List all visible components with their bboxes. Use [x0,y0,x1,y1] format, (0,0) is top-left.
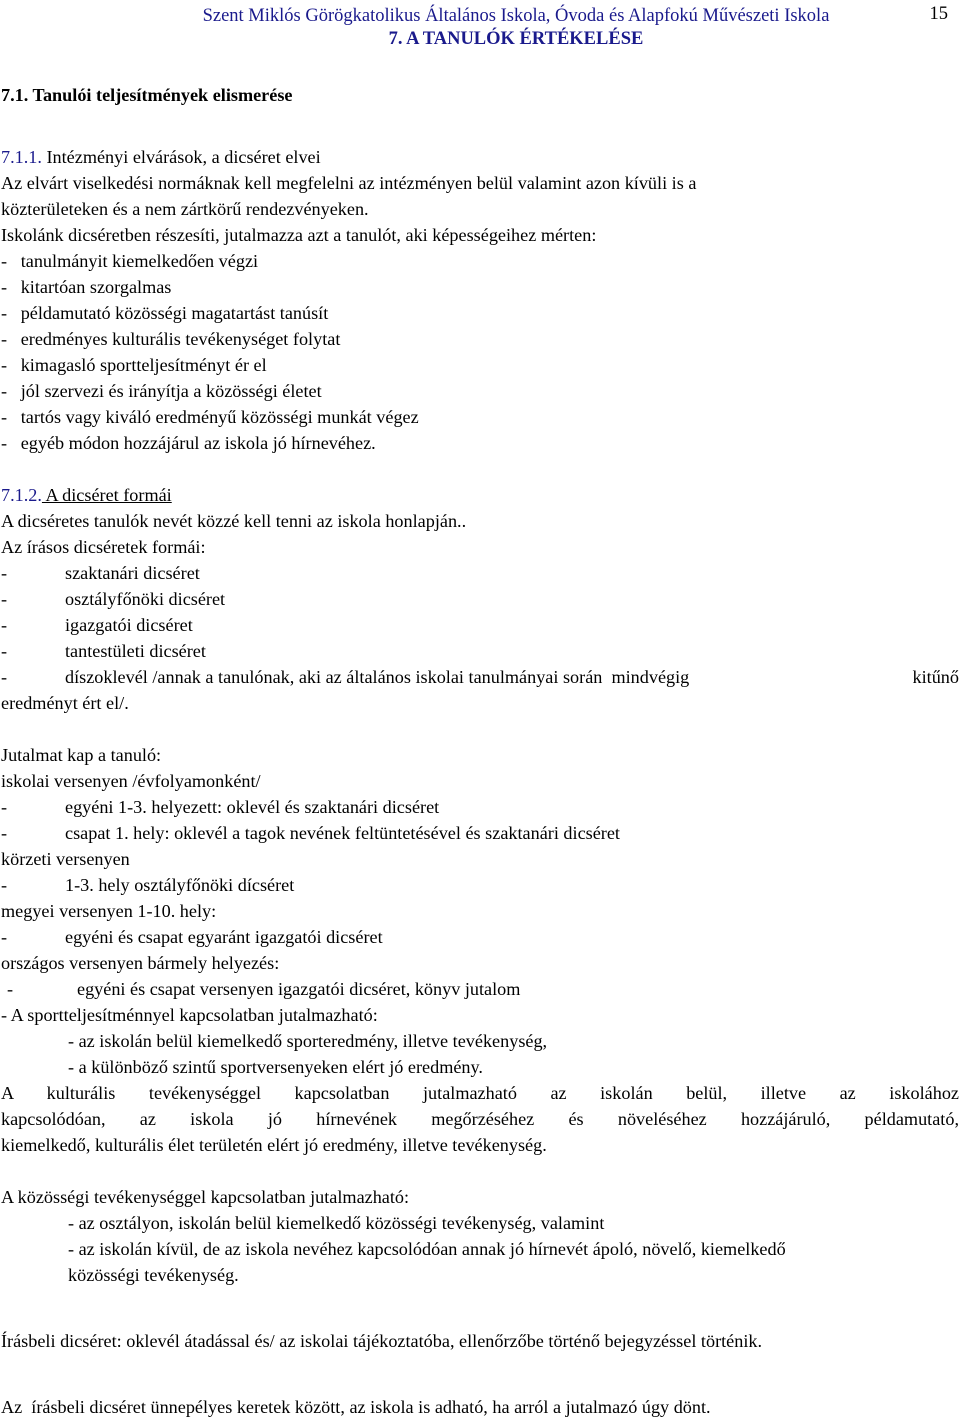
school-competition-item: - egyéni 1-3. helyezett: oklevél és szaktanári dicséret [1,797,440,817]
school-name: Szent Miklós Görögkatolikus Általános Iskola, Óvoda és Alapfokú Művészeti Iskola [202,6,830,26]
community-item: - az iskolán kívül, de az iskola nevéhez kapcsolódóan annak jó hírnevét ápoló, növelő, kiemelkedő [68,1239,786,1259]
criteria-item: - tartós vagy kiváló eredményű közösségi munkát végez [1,407,419,427]
criteria-item: - eredményes kulturális tevékenységet folytat [1,329,341,349]
sport-intro: - A sportteljesítménnyel kapcsolatban jutalmazható: [1,1005,378,1025]
district-competition: körzeti versenyen [1,849,130,869]
section-7-1-heading: 7.1. Tanulói teljesítmények elismerése [1,85,293,105]
praise-form-item: - igazgatói dicséret [1,615,193,635]
criteria-item: - jól szervezi és irányítja a közösségi életet [1,381,322,401]
rewards-intro: Jutalmat kap a tanuló: [1,745,162,765]
culture-line-2: kapcsolódóan, az iskola jó hírnevének megőrzéséhez és növeléséhez hozzájáruló, példamutató, [1,1109,959,1129]
homepage-note: A dicséretes tanulók nevét közzé kell tenni az iskola honlapján.. [1,511,467,531]
section-7-1-2-number: 7.1.2. [1,485,42,505]
written-praise-note: Írásbeli dicséret: oklevél átadással és/ az iskolai tájékoztatóba, ellenőrzőbe történő bejegyzéssel történik. [1,1331,763,1351]
national-competition-item: - egyéni és csapat versenyen igazgatói dicséret, könyv jutalom [7,979,521,999]
sport-item: - a különböző szintű sportversenyeken elért jó eredmény. [68,1057,483,1077]
praise-form-item: - tantestületi dicséret [1,641,206,661]
section-7-1-1-number: 7.1.1. [1,147,42,167]
page-header [80,4,952,50]
sport-item: - az iskolán belül kiemelkedő sporteredmény, illetve tevékenység, [68,1031,548,1051]
section-7-1-2-heading [1,482,959,508]
community-intro: A közösségi tevékenységgel kapcsolatban jutalmazható: [1,1187,410,1207]
community-item-continued: közösségi tevékenység. [68,1265,239,1285]
praise-form-item-diploma: - díszoklevél /annak a tanulónak, aki az általános iskolai tanulmányai során mindvégig kitűnő [1,667,959,687]
county-competition-item: - egyéni és csapat egyaránt igazgatói dicséret [1,927,383,947]
spacer [1,716,959,742]
praise-form-item: - szaktanári dicséret [1,563,200,583]
norms-line-1: Az elvárt viselkedési normáknak kell megfelelni az intézményen belül valamint azon kívüli is a [1,173,697,193]
norms-line-2: közterületeken és a nem zártkörű rendezvényeken. [1,199,369,219]
county-competition: megyei versenyen 1-10. hely: [1,901,217,921]
section-7-1-1-heading [1,144,959,170]
culture-line-1: A kulturális tevékenységgel kapcsolatban jutalmazható az iskolán belül, illetve az iskolához [1,1083,959,1103]
spacer [1,1158,959,1184]
criteria-item: - egyéb módon hozzájárul az iskola jó hírnevéhez. [1,433,376,453]
page-number: 15 [929,4,948,24]
criteria-item: - példamutató közösségi magatartást tanúsít [1,303,329,323]
section-7-1-2-title: A dicséret formái [41,485,172,505]
spacer [1,456,959,482]
spacer [1,1354,959,1394]
chapter-title: 7. A TANULÓK ÉRTÉKELÉSE [388,29,644,49]
national-competition: országos versenyen bármely helyezés: [1,953,280,973]
spacer [1,1288,959,1328]
section-7-1-1-title: Intézményi elvárások, a dicséret elvei [41,147,321,167]
school-competition: iskolai versenyen /évfolyamonként/ [1,771,261,791]
diploma-line-2: eredményt ért el/. [1,693,129,713]
school-competition-item: - csapat 1. hely: oklevél a tagok nevének feltüntetésével és szaktanári dicséret [1,823,620,843]
praise-form-item: - osztályfőnöki dicséret [1,589,226,609]
culture-line-3: kiemelkedő, kulturális élet területén elért jó eredmény, illetve tevékenység. [1,1135,547,1155]
criteria-intro: Iskolánk dicséretben részesíti, jutalmazza azt a tanulót, aki képességeihez mérten: [1,225,597,245]
community-item: - az osztályon, iskolán belül kiemelkedő közösségi tevékenység, valamint [68,1213,605,1233]
written-forms-intro: Az írásos dicséretek formái: [1,537,206,557]
spacer [1,108,959,144]
document-body [1,82,959,1420]
district-competition-item: - 1-3. hely osztályfőnöki dícséret [1,875,295,895]
criteria-item: - kimagasló sportteljesítményt ér el [1,355,267,375]
ceremony-note: Az írásbeli dicséret ünnepélyes keretek között, az iskola is adható, ha arról a jutalmazó úgy dönt. [1,1397,711,1417]
criteria-item: - kitartóan szorgalmas [1,277,172,297]
criteria-item: - tanulmányit kiemelkedően végzi [1,251,259,271]
